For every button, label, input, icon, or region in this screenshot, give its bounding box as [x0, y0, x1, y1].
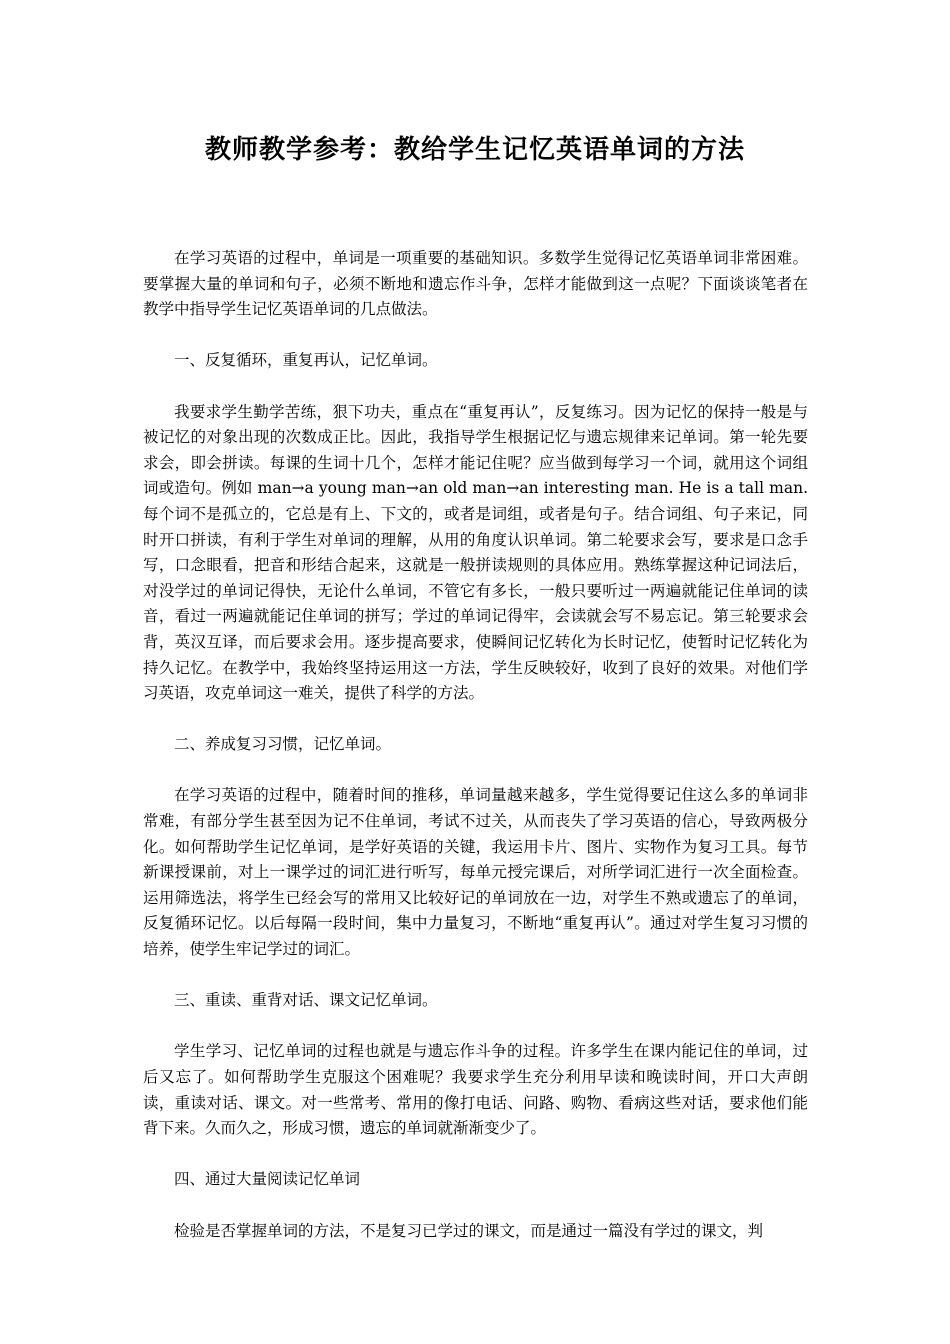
section-4-paragraph: 检验是否掌握单词的方法，不是复习已学过的课文，而是通过一篇没有学过的课文，判 [174, 1221, 764, 1240]
document-title: 教师教学参考：教给学生记忆英语单词的方法 [204, 135, 745, 165]
section-1-paragraph: 我要求学生勤学苦练，狠下功夫，重点在“重复再认”，反复练习。因为记忆的保持一般是与被记忆的对象出现的次数成正比。因此，我指导学生根据记忆与遗忘规律来记单词。第一轮先要求会，即会拼读。每课的生词十几个，怎样才能记住呢？应当做到每学习一个词，就用这个词组词或造句。例如 man→a young man→an old man→an interesting man. He is a tall man. 每个词不是孤立的，它总是有上、下文的，或者是词组，或者是句子。结合词组、句子来记，同时开口拼读，有利于学生对单词的理解，从用的角度认识单词。第二轮要求会写，要求是口念手写，口念眼看，把音和形结合起来，这就是一般拼读规则的具体应用。熟练掌握这种记词法后，对没学过的单词记得快，无论什么单词，不管它有多长，一般只要听过一两遍就能记住单词的读音，看过一两遍就能记住单词的拼写；学过的单词记得牢，会读就会写不易忘记。第三轮要求会背，英汉互译，而后要求会用。逐步提高要求，使瞬间记忆转化为长时记忆，使暂时记忆转化为持久记忆。在教学中，我始终坚持运用这一方法，学生反映较好，收到了良好的效果。对他们学习英语，攻克单词这一难关，提供了科学的方法。 [143, 402, 808, 703]
intro-paragraph: 在学习英语的过程中，单词是一项重要的基础知识。多数学生觉得记忆英语单词非常困难。要掌握大量的单词和句子，必须不断地和遗忘作斗争，怎样才能做到这一点呢？下面谈谈笔者在教学中指导学生记忆英语单词的几点做法。 [143, 249, 808, 319]
section-2-paragraph: 在学习英语的过程中，随着时间的推移，单词量越来越多，学生觉得要记住这么多的单词非常难，有部分学生甚至因为记不住单词，考试不过关，从而丧失了学习英语的信心，导致两极分化。如何帮助学生记忆单词，是学好英语的关键，我运用卡片、图片、实物作为复习工具。每节新课授课前，对上一课学过的词汇进行听写，每单元授完课后，对所学词汇进行一次全面检查。运用筛选法，将学生已经会写的常用又比较好记的单词放在一边，对学生不熟或遗忘了的单词，反复循环记忆。以后每隔一段时间，集中力量复习，不断地“重复再认”。通过对学生复习习惯的培养，使学生牢记学过的词汇。 [143, 786, 808, 959]
section-4-heading: 四、通过大量阅读记忆单词 [174, 1170, 361, 1189]
section-3-heading: 三、重读、重背对话、课文记忆单词。 [174, 991, 438, 1010]
section-1-heading: 一、反复循环，重复再认，记忆单词。 [174, 351, 438, 370]
document-body [143, 246, 808, 1270]
section-2-heading: 二、养成复习习惯，记忆单词。 [174, 735, 392, 754]
section-3-paragraph: 学生学习、记忆单词的过程也就是与遗忘作斗争的过程。许多学生在课内能记住的单词，过后又忘了。如何帮助学生克服这个困难呢？我要求学生充分利用早读和晚读时间，开口大声朗读，重读对话、课文。对一些常考、常用的像打电话、问路、购物、看病这些对话，要求他们能背下来。久而久之，形成习惯，遗忘的单词就渐渐变少了。 [143, 1042, 808, 1138]
